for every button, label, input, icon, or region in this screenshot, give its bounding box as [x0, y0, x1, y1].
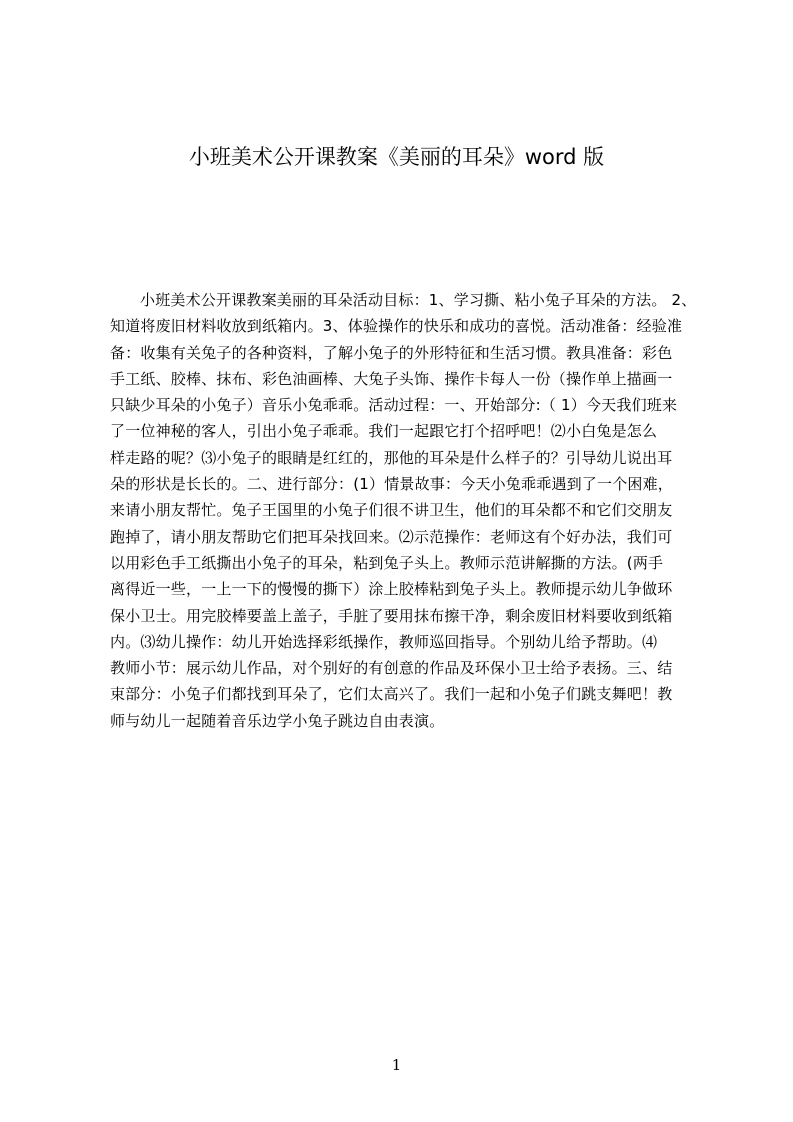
body-line: 只缺少耳朵的小兔子）音乐小兔乖乖。活动过程：一、开始部分:（ 1）今天我们班来	[110, 396, 678, 415]
body-line: 样走路的呢？⑶小兔子的眼睛是红红的，那他的耳朵是什么样子的？引导幼儿说出耳	[110, 448, 673, 467]
body-line: 了一位神秘的客人，引出小兔子乖乖。我们一起跟它打个招呼吧！⑵小白兔是怎么	[110, 422, 658, 441]
body-line: 知道将废旧材料收放到纸箱内。3、体验操作的快乐和成功的喜悦。活动准备：经验准	[110, 317, 683, 336]
body-line: 师与幼儿一起随着音乐边学小兔子跳边自由表演。	[110, 711, 445, 730]
body-line: 以用彩色手工纸撕出小兔子的耳朵，粘到兔子头上。教师示范讲解撕的方法。(两手	[110, 553, 664, 572]
body-line: 内。⑶幼儿操作：幼儿开始选择彩纸操作，教师巡回指导。个别幼儿给予帮助。⑷	[110, 632, 658, 651]
body-line: 朵的形状是长长的。二、进行部分：(1）情景故事：今天小兔乖乖遇到了一个困难，	[110, 475, 673, 494]
page-title: 小班美术公开课教案《美丽的耳朵》word 版	[188, 145, 605, 169]
body-text	[110, 287, 710, 734]
page-number: 1	[391, 1056, 402, 1074]
body-line: 备：收集有关兔子的各种资料，了解小兔子的外形特征和生活习惯。教具准备：彩色	[110, 343, 673, 362]
body-line: 跑掉了，请小朋友帮助它们把耳朵找回来。⑵示范操作：老师这有个好办法，我们可	[110, 527, 673, 546]
body-line: 离得近一些，一上一下的慢慢的撕下）涂上胶棒粘到兔子头上。教师提示幼儿争做环	[110, 580, 673, 599]
body-line: 手工纸、胶棒、抹布、彩色油画棒、大兔子头饰、操作卡每人一份（操作单上描画一	[110, 369, 673, 388]
body-line: 束部分：小兔子们都找到耳朵了，它们太高兴了。我们一起和小兔子们跳支舞吧！教	[110, 685, 673, 704]
body-line: 来请小朋友帮忙。兔子王国里的小兔子们很不讲卫生，他们的耳朵都不和它们交朋友	[110, 501, 673, 520]
body-line: 教师小节：展示幼儿作品，对个别好的有创意的作品及环保小卫士给予表扬。三、结	[110, 659, 673, 678]
body-line: 小班美术公开课教案美丽的耳朵活动目标：1、学习撕、粘小兔子耳朵的方法。 2、	[140, 291, 697, 309]
body-line: 保小卫士。用完胶棒要盖上盖子，手脏了要用抹布擦干净，剩余废旧材料要收到纸箱	[110, 606, 673, 625]
